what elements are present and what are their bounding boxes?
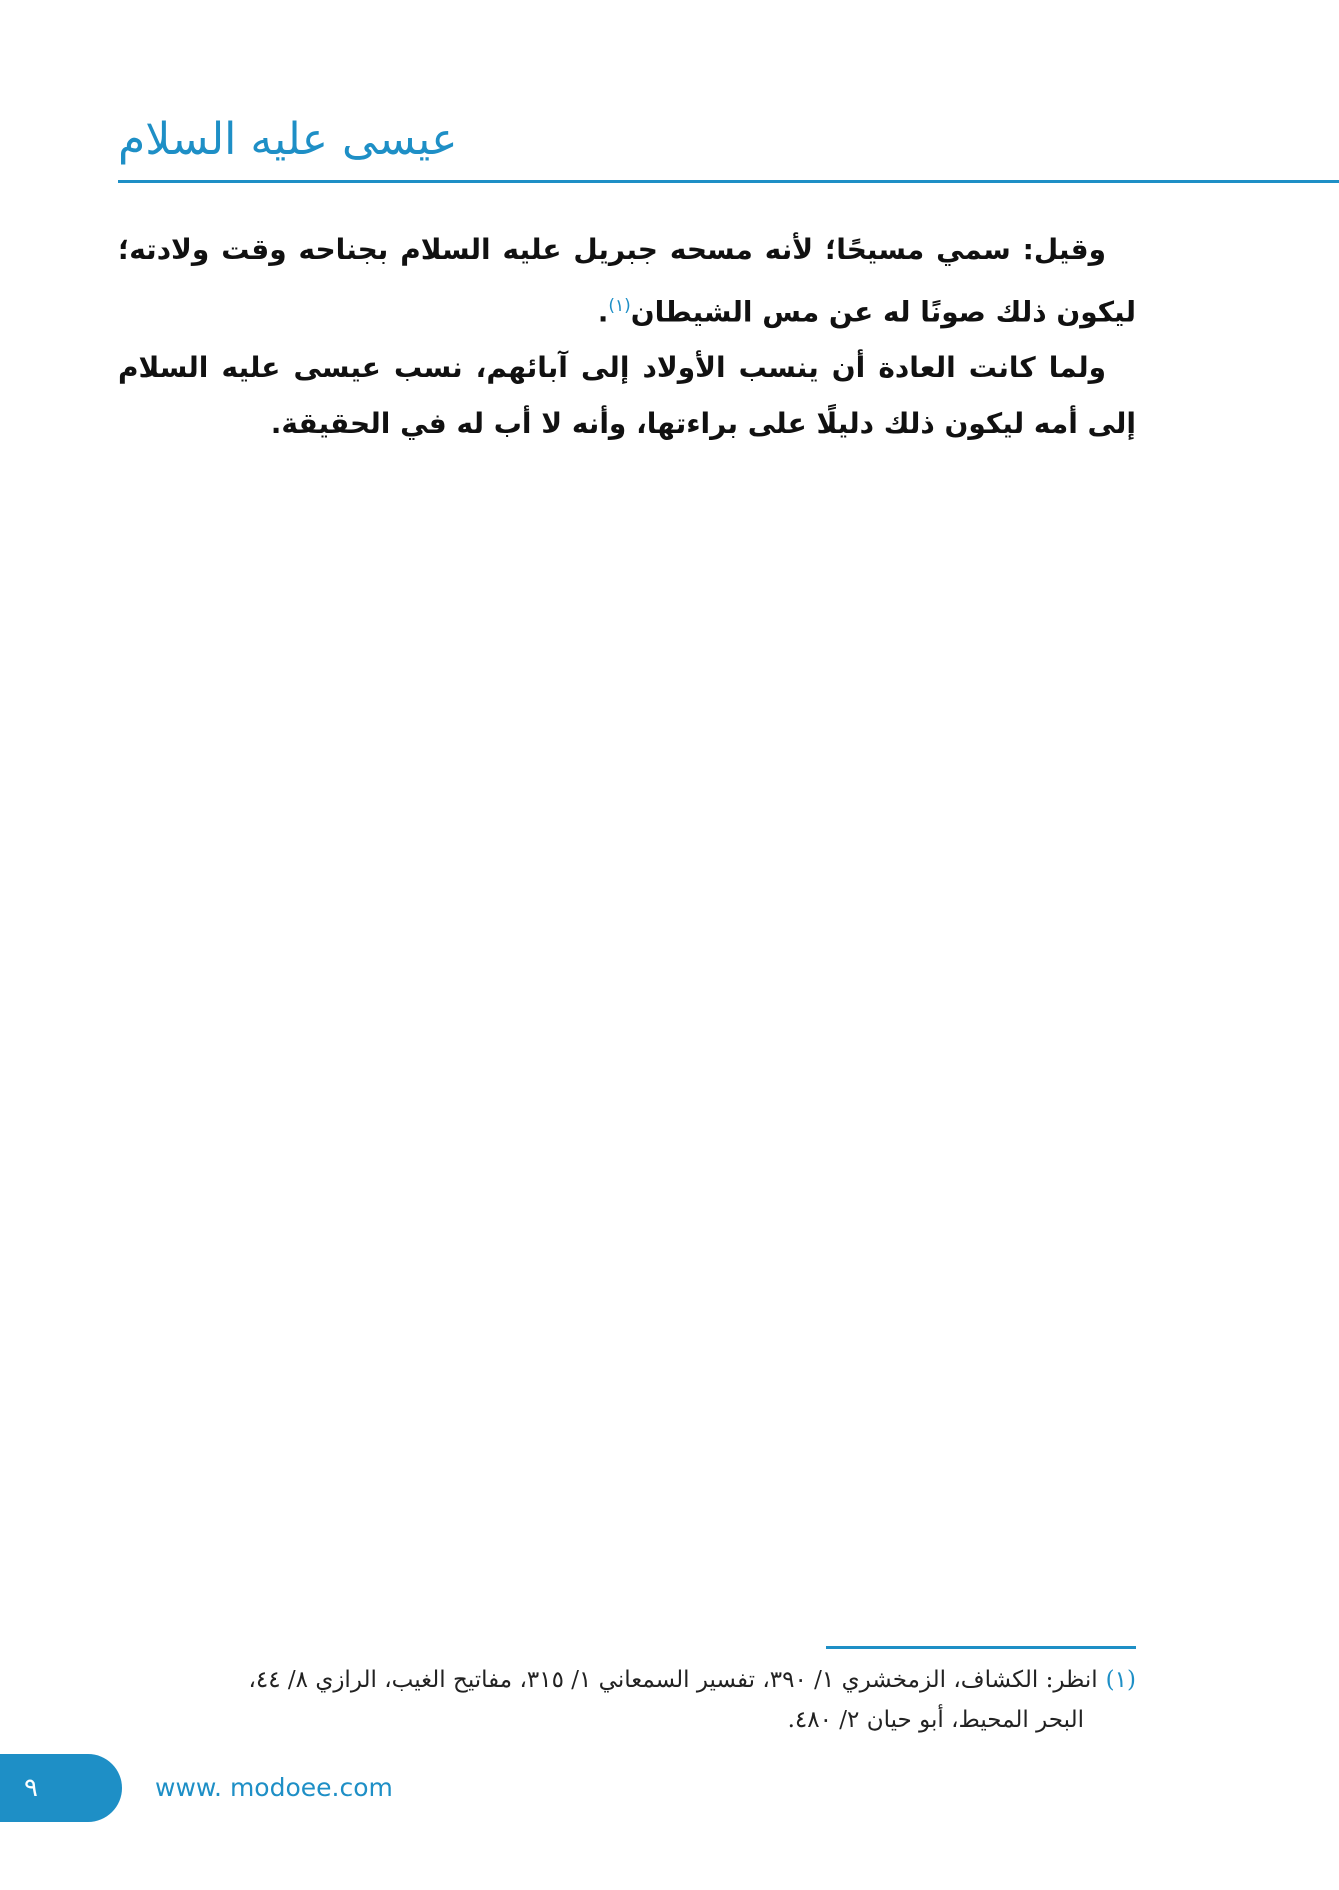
- footnote-reference[interactable]: (١): [608, 296, 631, 316]
- footnote-line-1: [118, 1660, 1136, 1700]
- page-title: عيسى عليه السلام: [118, 114, 458, 165]
- footnote-text-1: انظر: الكشاف، الزمخشري ١/ ٣٩٠، تفسير السمعاني ١/ ٣١٥، مفاتيح الغيب، الرازي ٨/ ٤٤،: [248, 1667, 1098, 1693]
- main-content: [118, 222, 1136, 452]
- paragraph-1: [118, 222, 1136, 340]
- page-number-tab: [0, 1754, 122, 1822]
- header-divider: [118, 180, 1339, 183]
- page-number: ٩: [24, 1773, 38, 1803]
- footnote-divider: [826, 1646, 1136, 1649]
- paragraph-1-text: وقيل: سمي مسيحًا؛ لأنه مسحه جبريل عليه السلام بجناحه وقت ولادته؛ ليكون ذلك صونًا له عن مس الشيطان: [118, 233, 1136, 329]
- footnote: [118, 1660, 1136, 1740]
- website-link[interactable]: www. modoee.com: [155, 1773, 393, 1802]
- paragraph-2: ولما كانت العادة أن ينسب الأولاد إلى آبائهم، نسب عيسى عليه السلام إلى أمه ليكون ذلك دليلًا على براءتها، وأنه لا أب له في الحقيقة.: [118, 351, 1136, 441]
- footnote-line-2: البحر المحيط، أبو حيان ٢/ ٤٨٠.: [787, 1707, 1084, 1733]
- paragraph-1-end: .: [597, 295, 609, 329]
- footnote-number: (١): [1105, 1667, 1136, 1693]
